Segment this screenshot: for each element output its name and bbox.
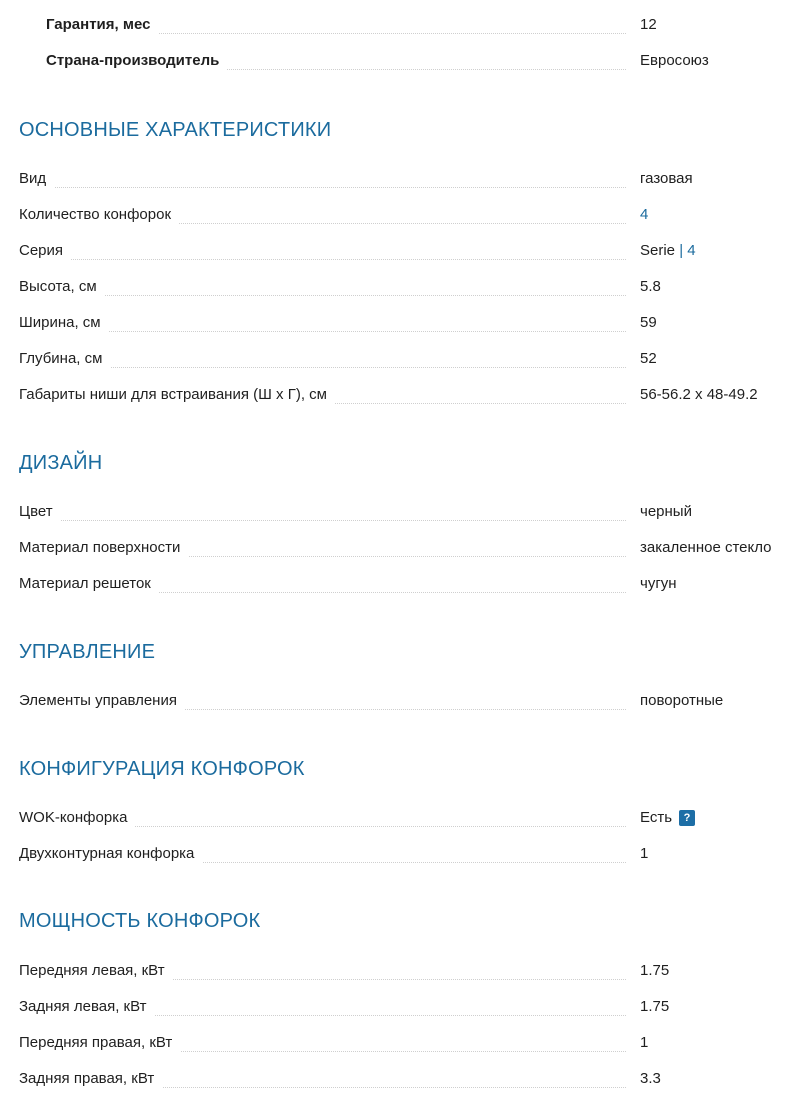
spec-row <box>19 154 788 190</box>
spec-value: 3.3 <box>640 1070 661 1087</box>
series-name: Serie <box>640 242 676 259</box>
spec-value: закаленное стекло <box>640 539 772 556</box>
spec-row <box>19 1054 788 1090</box>
spec-label: Элементы управления <box>19 676 185 726</box>
spec-label: Глубина, см <box>19 334 110 384</box>
spec-value: 5.8 <box>640 278 661 295</box>
spec-row <box>19 1018 788 1054</box>
spec-value: 52 <box>640 350 657 367</box>
spec-value: газовая <box>640 170 693 187</box>
section-title-main: ОСНОВНЫЕ ХАРАКТЕРИСТИКИ <box>19 119 332 141</box>
spec-row <box>19 559 788 595</box>
spec-label: Габариты ниши для встраивания (Ш х Г), см <box>19 370 335 420</box>
spec-label: Количество конфорок <box>19 190 179 240</box>
spec-value: чугун <box>640 575 677 592</box>
spec-value: 12 <box>640 16 657 33</box>
spec-row <box>19 793 788 829</box>
spec-value: 56-56.2 x 48-49.2 <box>640 386 758 403</box>
spec-label: Вид <box>19 154 54 204</box>
dotted-leader <box>19 259 626 260</box>
spec-label: Материал поверхности <box>19 523 188 573</box>
spec-label: Материал решеток <box>19 559 159 609</box>
spec-label: Цвет <box>19 487 61 537</box>
spec-label: Задняя левая, кВт <box>19 982 155 1032</box>
spec-value: 59 <box>640 314 657 331</box>
spec-label: WOK-конфорка <box>19 793 135 843</box>
dotted-leader <box>19 520 626 521</box>
spec-row-country <box>19 36 788 72</box>
spec-value: 1.75 <box>640 998 670 1015</box>
spec-label: Серия <box>19 226 71 276</box>
spec-label: Ширина, см <box>19 298 109 348</box>
spec-row <box>19 190 788 226</box>
spec-value: 1 <box>640 845 649 862</box>
spec-label: Страна-производитель <box>19 36 227 86</box>
section-title-design: ДИЗАЙН <box>19 452 103 474</box>
spec-row <box>19 334 788 370</box>
spec-value: 1 <box>640 1034 649 1051</box>
spec-row <box>19 262 788 298</box>
spec-row-warranty <box>19 0 788 36</box>
series-number: 4 <box>687 242 696 259</box>
spec-row <box>19 982 788 1018</box>
spec-row <box>19 946 788 982</box>
spec-row <box>19 226 788 262</box>
spec-row <box>19 829 788 865</box>
dotted-leader <box>19 187 626 188</box>
dotted-leader <box>19 295 626 296</box>
spec-label: Задняя правая, кВт <box>19 1054 162 1104</box>
spec-row <box>19 523 788 559</box>
spec-value: черный <box>640 503 692 520</box>
spec-row <box>19 676 788 712</box>
spec-label: Двухконтурная конфорка <box>19 829 202 879</box>
series-separator: | <box>679 242 684 259</box>
spec-value-link[interactable]: 4 <box>640 206 649 223</box>
spec-row <box>19 370 788 406</box>
spec-row <box>19 298 788 334</box>
help-icon[interactable]: ? <box>679 810 695 826</box>
wok-value: Есть <box>640 809 673 826</box>
section-title-burner-power: МОЩНОСТЬ КОНФОРОК <box>19 910 261 932</box>
spec-label: Гарантия, мес <box>19 0 158 50</box>
spec-label: Передняя левая, кВт <box>19 946 173 996</box>
dotted-leader <box>19 331 626 332</box>
spec-value: Евросоюз <box>640 52 709 69</box>
spec-label: Высота, см <box>19 262 105 312</box>
section-title-burner-config: КОНФИГУРАЦИЯ КОНФОРОК <box>19 758 305 780</box>
section-title-controls: УПРАВЛЕНИЕ <box>19 641 156 663</box>
spec-label: Передняя правая, кВт <box>19 1018 180 1068</box>
spec-value: поворотные <box>640 692 724 709</box>
spec-value: 1.75 <box>640 962 670 979</box>
spec-row <box>19 487 788 523</box>
